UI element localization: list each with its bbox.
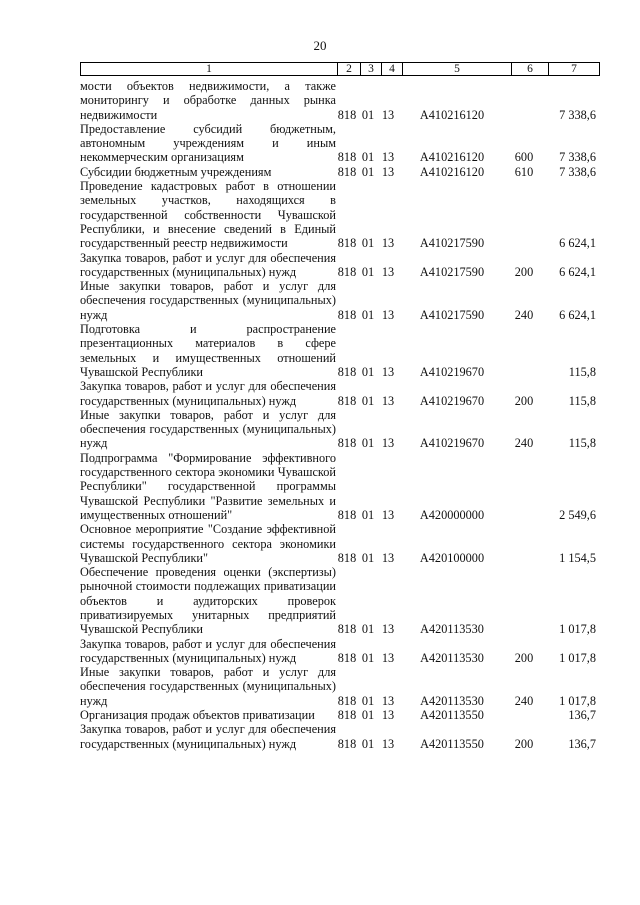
row-code: 818 <box>337 436 357 451</box>
row-target-item: А410217590 <box>419 236 485 251</box>
row-amount: 1 017,8 <box>559 622 596 637</box>
row-subsection: 13 <box>381 693 395 708</box>
row-name: Подготовка и распространение презентационных материалов в сфере земельных и имущественных отношений Чувашской Республики <box>80 322 336 379</box>
row-target-item: А410216120 <box>419 107 485 122</box>
row-subsection: 13 <box>381 436 395 451</box>
row-target-item: А420000000 <box>419 507 485 522</box>
row-subsection: 13 <box>381 150 395 165</box>
row-amount: 6 624,1 <box>559 264 596 279</box>
row-section: 01 <box>361 307 375 322</box>
row-expense-type: 200 <box>514 393 534 408</box>
row-expense-type: 600 <box>514 150 534 165</box>
row-amount: 115,8 <box>568 393 596 408</box>
row-subsection: 13 <box>381 264 395 279</box>
table-row <box>80 451 600 522</box>
row-target-item: А420113530 <box>420 650 484 665</box>
row-target-item: А420113530 <box>420 693 484 708</box>
row-name: Проведение кадастровых работ в отношении земельных участков, находящихся в государственной собственности Чувашской Республики, и внесение сведений в Единый государственный реестр недвижимости <box>80 179 336 251</box>
table-body <box>80 79 600 751</box>
row-subsection: 13 <box>381 364 395 379</box>
row-amount: 136,7 <box>568 736 596 751</box>
row-subsection: 13 <box>381 164 395 179</box>
row-expense-type: 200 <box>514 736 534 751</box>
row-amount: 6 624,1 <box>559 236 596 251</box>
row-code: 818 <box>337 693 357 708</box>
row-code: 818 <box>337 150 357 165</box>
table-row <box>80 179 600 250</box>
row-target-item: А420100000 <box>419 550 485 565</box>
row-amount: 6 624,1 <box>559 307 596 322</box>
row-expense-type: 240 <box>514 693 534 708</box>
row-code: 818 <box>337 650 357 665</box>
row-name: мости объектов недвижимости, а также мониторингу и обработке данных рынка недвижимости <box>80 79 336 122</box>
table-row <box>80 637 600 666</box>
header-col-1: 1 <box>206 63 212 75</box>
table-row <box>80 722 600 751</box>
row-name: Обеспечение проведения оценки (экспертизы) рыночной стоимости подлежащих приватизации объектов и аудиторских проверок приватизируемых унитарных предприятий Чувашской Республики <box>80 565 336 637</box>
row-section: 01 <box>361 736 375 751</box>
row-target-item: А410217590 <box>419 307 485 322</box>
table-row <box>80 79 600 122</box>
row-expense-type: 610 <box>514 164 534 179</box>
table-row <box>80 408 600 451</box>
row-target-item: А420113550 <box>420 736 484 751</box>
row-target-item: А410219670 <box>419 436 485 451</box>
row-target-item: А420113530 <box>420 622 484 637</box>
row-amount: 7 338,6 <box>559 107 596 122</box>
row-amount: 1 017,8 <box>559 650 596 665</box>
row-subsection: 13 <box>381 236 395 251</box>
row-name: Закупка товаров, работ и услуг для обеспечения государственных (муниципальных) нужд <box>80 722 336 751</box>
row-code: 818 <box>337 622 357 637</box>
row-code: 818 <box>337 507 357 522</box>
row-section: 01 <box>361 507 375 522</box>
row-target-item: А410219670 <box>419 364 485 379</box>
row-target-item: А420113550 <box>420 708 484 723</box>
row-section: 01 <box>361 622 375 637</box>
row-expense-type: 200 <box>514 264 534 279</box>
header-col-5: 5 <box>402 63 511 75</box>
row-amount: 115,8 <box>568 436 596 451</box>
row-subsection: 13 <box>381 307 395 322</box>
row-name: Подпрограмма "Формирование эффективного государственного сектора экономики Чувашской Республики" государственной программы Чувашской Республики "Развитие земельных и имущественных отношений" <box>80 450 336 522</box>
row-section: 01 <box>361 550 375 565</box>
row-name: Закупка товаров, работ и услуг для обеспечения государственных (муниципальных) нужд <box>80 250 336 279</box>
row-section: 01 <box>361 107 375 122</box>
row-subsection: 13 <box>381 708 395 723</box>
row-target-item: А410217590 <box>419 264 485 279</box>
row-subsection: 13 <box>381 393 395 408</box>
row-amount: 1 154,5 <box>559 550 596 565</box>
row-code: 818 <box>337 107 357 122</box>
row-section: 01 <box>361 708 375 723</box>
row-name: Закупка товаров, работ и услуг для обеспечения государственных (муниципальных) нужд <box>80 636 336 665</box>
header-col-4: 4 <box>381 63 402 75</box>
header-col-3: 3 <box>360 63 381 75</box>
row-section: 01 <box>361 693 375 708</box>
row-expense-type: 240 <box>514 307 534 322</box>
row-name: Субсидии бюджетным учреждениям <box>80 164 272 179</box>
table-row <box>80 165 600 179</box>
row-subsection: 13 <box>381 736 395 751</box>
row-code: 818 <box>337 736 357 751</box>
row-code: 818 <box>337 236 357 251</box>
page-number: 20 <box>313 38 327 53</box>
row-code: 818 <box>337 264 357 279</box>
row-code: 818 <box>337 708 357 723</box>
table-header <box>80 62 600 76</box>
row-name: Иные закупки товаров, работ и услуг для обеспечения государственных (муниципальных) нужд <box>80 665 336 708</box>
row-expense-type: 240 <box>514 436 534 451</box>
row-subsection: 13 <box>381 550 395 565</box>
table-row <box>80 322 600 379</box>
row-amount: 115,8 <box>568 364 596 379</box>
table-row <box>80 379 600 408</box>
row-code: 818 <box>337 393 357 408</box>
row-section: 01 <box>361 264 375 279</box>
header-col-7: 7 <box>548 63 599 75</box>
row-code: 818 <box>337 364 357 379</box>
row-section: 01 <box>361 364 375 379</box>
row-subsection: 13 <box>381 622 395 637</box>
row-code: 818 <box>337 550 357 565</box>
row-code: 818 <box>337 307 357 322</box>
row-section: 01 <box>361 436 375 451</box>
header-col-6: 6 <box>511 63 548 75</box>
row-section: 01 <box>361 164 375 179</box>
row-code: 818 <box>337 164 357 179</box>
row-amount: 1 017,8 <box>559 693 596 708</box>
table-row <box>80 522 600 565</box>
table-row <box>80 122 600 165</box>
table-row <box>80 251 600 280</box>
row-name: Иные закупки товаров, работ и услуг для обеспечения государственных (муниципальных) нужд <box>80 407 336 451</box>
row-target-item: А410216120 <box>419 150 485 165</box>
row-amount: 136,7 <box>568 708 596 723</box>
row-name: Организация продаж объектов приватизации <box>80 708 315 723</box>
table-row <box>80 565 600 636</box>
row-expense-type: 200 <box>514 650 534 665</box>
row-section: 01 <box>361 150 375 165</box>
row-amount: 7 338,6 <box>559 150 596 165</box>
row-subsection: 13 <box>381 107 395 122</box>
row-target-item: А410216120 <box>419 164 485 179</box>
row-amount: 2 549,6 <box>559 507 596 522</box>
row-name: Иные закупки товаров, работ и услуг для обеспечения государственных (муниципальных) нужд <box>80 279 336 322</box>
row-section: 01 <box>361 393 375 408</box>
row-subsection: 13 <box>381 507 395 522</box>
row-name: Закупка товаров, работ и услуг для обеспечения государственных (муниципальных) нужд <box>80 379 336 408</box>
table-row <box>80 708 600 722</box>
row-target-item: А410219670 <box>419 393 485 408</box>
row-subsection: 13 <box>381 650 395 665</box>
table-row <box>80 279 600 322</box>
row-section: 01 <box>361 650 375 665</box>
row-amount: 7 338,6 <box>559 164 596 179</box>
header-col-2: 2 <box>337 63 360 75</box>
row-section: 01 <box>361 236 375 251</box>
row-name: Предоставление субсидий бюджетным, автономным учреждениям и иным некоммерческим организациям <box>80 121 336 165</box>
row-name: Основное мероприятие "Создание эффективной системы государственного сектора экономики Чувашской Республики" <box>80 522 336 565</box>
table-row <box>80 665 600 708</box>
